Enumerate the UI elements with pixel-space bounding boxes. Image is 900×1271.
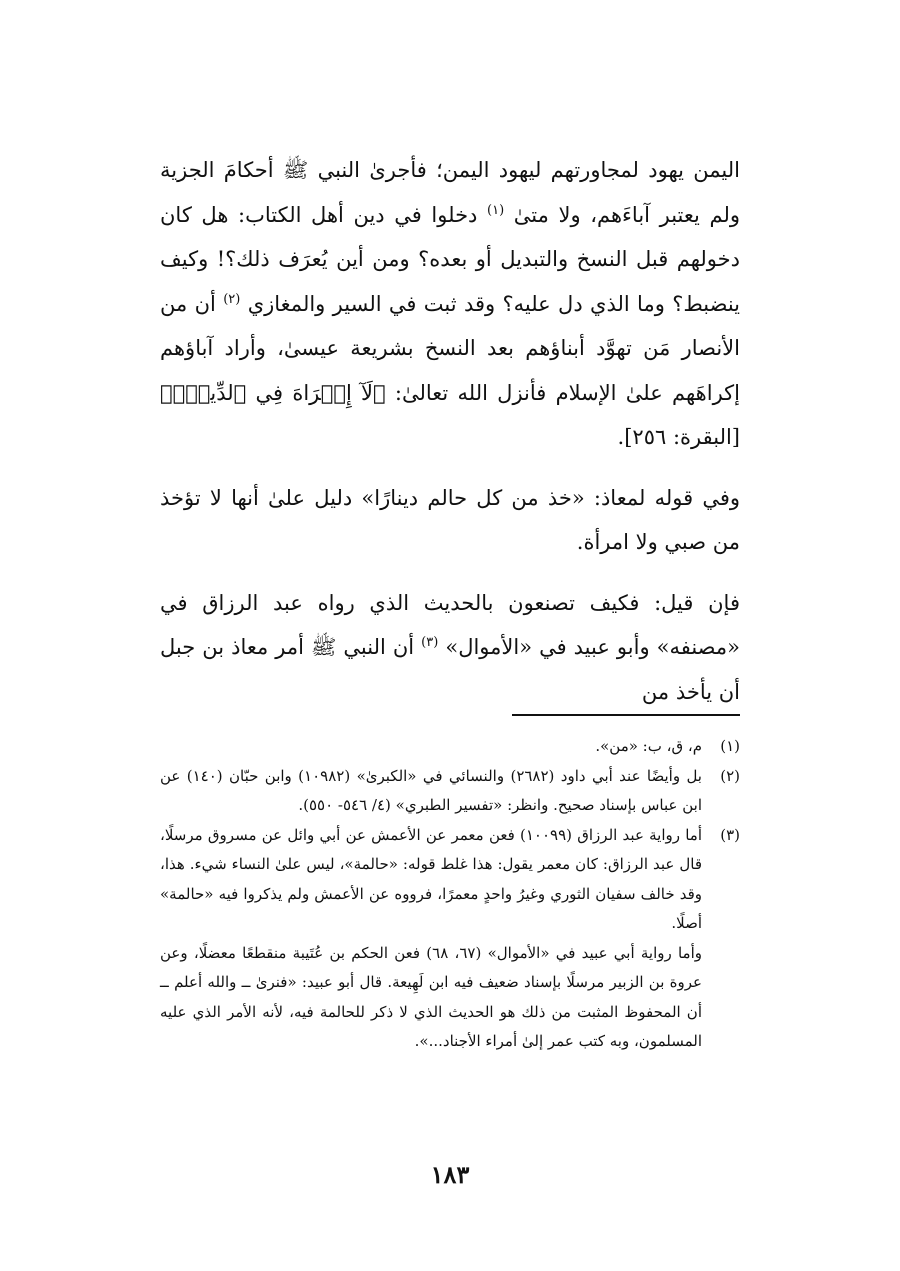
footnote-ref-3[interactable]: (٣) [421,635,439,650]
footnote-body [160,762,702,821]
footnote-number: (٣) [720,825,740,844]
footnote-1 [160,732,740,762]
footnote-text: وأما رواية أبي عبيد في «الأموال» (٦٧، ٦٨) فعن الحكم بن عُتَيبة منقطعًا معضلًا، وعن عروة بن الزبير مرسلًا بإسناد ضعيف فيه ابن لَهِيعة. قال أبو عبيد: «فنرىٰ ــ والله أعلم ــ أن المحفوظ المثبت من ذلك هو الحديث الذي لا ذكر للحالمة فيه، لأنه الأمر الذي عليه المسلمون، وبه كتب عمر إلىٰ أمراء الأجناد...». [160,943,703,1050]
paragraph-3-part-a: فإن قيل: فكيف تصنعون بالحديث الذي رواه عبد الرزاق في «مصنفه» وأبو عبيد في «الأموال» [160,590,740,659]
footnotes [160,732,740,1057]
paragraph-1 [160,148,740,460]
paragraph-1-part-c: أن من الأنصار مَن تهوَّد أبناؤهم بعد النسخ بشريعة عيسىٰ، وأراد آباؤهم إكراهَهم علىٰ الإسلام فأنزل الله تعالىٰ: ﴿لَآ إِكۡرَاهَ فِي ٱلدِّينِۖ﴾ [البقرة: ٢٥٦]. [160,291,740,449]
footnote-body [160,732,702,762]
footnote-2 [160,762,740,821]
paragraph-2: وفي قوله لمعاذ: «خذ من كل حالم دينارًا» دليل علىٰ أنها لا تؤخذ من صبي ولا امرأة. [160,485,740,554]
footnote-number: (٢) [720,766,740,785]
paragraph-3-part-b: أن النبي ﷺ أمر معاذ بن جبل أن يأخذ من [160,635,740,704]
page-number: ١٨٣ [430,1160,470,1189]
footnote-text: م، ق، ب: «من». [595,737,702,755]
footnote-text: بل وأيضًا عند أبي داود (٢٦٨٢) والنسائي في «الكبرىٰ» (١٠٩٨٢) وابن حبّان (١٤٠) عن ابن عباس بإسناد صحيح. وانظر: «تفسير الطبري» (٤/ ٥٤٦- ٥٥٠). [160,766,702,814]
footnote-ref-1[interactable]: (١) [487,202,505,218]
footnote-text: أما رواية عبد الرزاق (١٠٠٩٩) فعن معمر عن الأعمش عن أبي وائل عن مسروق مرسلًا، قال عبد الرزاق: كان معمر يقول: هذا غلط قوله: «حالمة»، ليس علىٰ النساء شيء. هذا، وقد خالف سفيان الثوري وغيرُ واحدٍ معمرًا، فرووه عن الأعمش ولم يذكروا فيه «حالمة» أصلًا. [160,825,703,932]
footnote-ref-2[interactable]: (٢) [223,291,241,307]
footnote-3 [160,821,740,1057]
footnote-body [160,821,702,1057]
footnote-number: (١) [720,737,740,755]
main-text [160,148,740,714]
paragraph-1-part-b: دخلوا في دين أهل الكتاب: هل كان دخولهم قبل النسخ والتبديل أو بعده؟ ومن أين يُعرَف ذلك؟! وكيف ينضبط؟ وما الذي دل عليه؟ وقد ثبت في السير والمغازي [160,202,740,316]
footnote-separator [512,714,740,716]
paragraph-3 [160,581,740,715]
paragraph-1-part-a: اليمن يهود لمجاورتهم ليهود اليمن؛ فأجرىٰ النبي ﷺ أحكامَ الجزية ولم يعتبر آباءَهم، ولا متىٰ [160,158,740,227]
